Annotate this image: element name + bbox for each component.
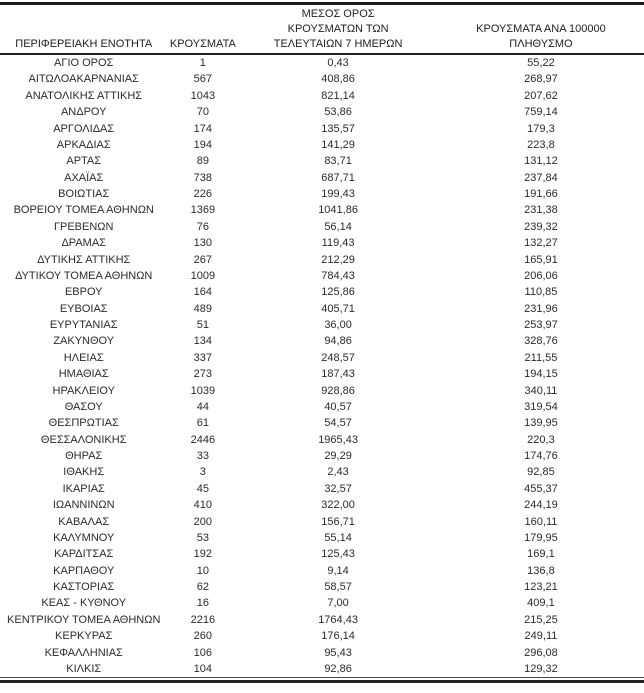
per100k-cell: 169,1 xyxy=(527,548,555,561)
table-row xyxy=(0,579,644,595)
region-cell: ΑΧΑΪΑΣ xyxy=(64,171,104,184)
table-row xyxy=(0,71,644,87)
avg7-cell: 2,43 xyxy=(327,466,349,479)
table-row xyxy=(0,284,644,300)
table-row xyxy=(0,383,644,399)
cases-cell: 134 xyxy=(193,335,213,348)
region-cell: ΕΒΡΟΥ xyxy=(64,286,103,299)
region-cell: ΔΡΑΜΑΣ xyxy=(61,237,106,250)
per100k-cell: 131,12 xyxy=(524,155,558,168)
per100k-cell: 759,14 xyxy=(524,106,558,119)
cases-cell: 1 xyxy=(199,57,206,69)
per100k-cell: 340,11 xyxy=(524,384,558,397)
region-cell: ΘΕΣΠΡΩΤΙΑΣ xyxy=(48,417,119,430)
table-row xyxy=(0,104,644,120)
table-row xyxy=(0,464,644,480)
cases-cell: 1009 xyxy=(190,269,216,282)
table-row xyxy=(0,54,644,71)
table-row xyxy=(0,645,644,661)
cases-cell: 1043 xyxy=(190,89,216,102)
table-row xyxy=(0,186,644,202)
cases-cell: 226 xyxy=(193,188,213,200)
cases-cell: 53 xyxy=(196,531,209,544)
table-row xyxy=(0,661,644,677)
cases-cell: 61 xyxy=(196,417,209,430)
region-cell: ΙΩΑΝΝΙΝΩΝ xyxy=(52,499,115,512)
cases-cell: 62 xyxy=(196,581,209,593)
cases-cell: 192 xyxy=(193,548,213,561)
header-line: ΜΕΣΟΣ ΟΡΟΣ xyxy=(301,8,375,20)
region-cell: ΓΡΕΒΕΝΩΝ xyxy=(53,220,114,233)
avg7-cell: 199,43 xyxy=(321,188,355,200)
avg7-cell: 94,86 xyxy=(324,335,352,348)
avg7-cell: 405,71 xyxy=(321,302,355,315)
regional-cases-table xyxy=(0,5,644,677)
region-cell: ΑΝΑΤΟΛΙΚΗΣ ΑΤΤΙΚΗΣ xyxy=(25,89,143,102)
table-row xyxy=(0,88,644,104)
table-row xyxy=(0,333,644,349)
table-row xyxy=(0,153,644,169)
region-cell: ΗΜΑΘΙΑΣ xyxy=(58,368,109,381)
avg7-cell: 784,43 xyxy=(321,269,355,282)
avg7-cell: 53,86 xyxy=(324,106,352,119)
cases-cell: 3 xyxy=(199,466,206,479)
table-row xyxy=(0,235,644,251)
cases-cell: 267 xyxy=(193,253,213,266)
cases-cell: 51 xyxy=(196,319,209,331)
avg7-cell: 125,43 xyxy=(321,548,355,561)
per100k-cell: 206,06 xyxy=(524,269,558,282)
per100k-cell: 174,76 xyxy=(524,450,558,462)
avg7-cell: 119,43 xyxy=(321,237,355,250)
cases-cell: 10 xyxy=(196,564,209,577)
region-cell: ΕΥΒΟΙΑΣ xyxy=(59,302,108,315)
table-row xyxy=(0,628,644,644)
table-bottom-border-thick xyxy=(0,680,644,683)
region-cell: ΚΑΡΔΙΤΣΑΣ xyxy=(54,548,114,561)
avg7-cell: 135,57 xyxy=(321,122,355,135)
avg7-cell: 7,00 xyxy=(327,597,349,610)
table-row xyxy=(0,530,644,546)
avg7-cell: 687,71 xyxy=(321,171,355,184)
per100k-cell: 244,19 xyxy=(524,499,558,512)
avg7-cell: 248,57 xyxy=(321,351,355,364)
table-row xyxy=(0,366,644,382)
table-header xyxy=(0,5,644,54)
region-cell: ΚΕΝΤΡΙΚΟΥ ΤΟΜΕΑ ΑΘΗΝΩΝ xyxy=(7,613,161,626)
header-line: ΠΛΗΘΥΣΜΟ xyxy=(509,38,573,50)
table-row xyxy=(0,350,644,366)
per100k-cell: 215,25 xyxy=(524,613,558,626)
cases-cell: 174 xyxy=(193,122,213,135)
region-cell: ΘΕΣΣΑΛΟΝΙΚΗΣ xyxy=(40,433,127,446)
per100k-cell: 55,22 xyxy=(527,57,555,69)
cases-cell: 104 xyxy=(193,662,213,675)
region-cell: ΑΙΤΩΛΟΑΚΑΡΝΑΝΙΑΣ xyxy=(28,73,139,86)
cases-cell: 45 xyxy=(196,482,209,495)
per100k-cell: 249,11 xyxy=(524,630,558,643)
avg7-cell: 125,86 xyxy=(321,286,355,299)
per100k-cell: 239,32 xyxy=(524,220,558,233)
avg7-cell: 187,43 xyxy=(321,368,355,381)
per100k-cell: 220,3 xyxy=(527,433,555,446)
cases-cell: 194 xyxy=(193,138,213,151)
table-row xyxy=(0,514,644,530)
col-header-region: ΠΕΡΙΦΕΡΕΙΑΚΗ ΕΝΟΤΗΤΑ xyxy=(0,5,167,54)
region-cell: ΚΙΛΚΙΣ xyxy=(66,662,102,675)
cases-cell: 410 xyxy=(193,499,213,512)
per100k-cell: 207,62 xyxy=(524,89,558,102)
per100k-cell: 268,97 xyxy=(524,73,558,86)
avg7-cell: 29,29 xyxy=(324,450,352,462)
avg7-cell: 95,43 xyxy=(324,646,352,659)
table-row xyxy=(0,497,644,513)
per100k-cell: 409,1 xyxy=(527,597,555,610)
table-row xyxy=(0,252,644,268)
col-header-avg-7-days xyxy=(238,5,438,54)
cases-cell: 200 xyxy=(193,515,213,528)
header-line: ΚΡΟΥΣΜΑΤΩΝ ΤΩΝ xyxy=(287,23,389,35)
header-row xyxy=(0,5,644,54)
avg7-cell: 928,86 xyxy=(321,384,355,397)
per100k-cell: 319,54 xyxy=(524,400,558,413)
per100k-cell: 132,27 xyxy=(524,237,558,250)
cases-cell: 260 xyxy=(193,630,213,643)
table-row xyxy=(0,137,644,153)
per100k-cell: 110,85 xyxy=(524,286,558,299)
header-line: ΚΡΟΥΣΜΑΤΑ ΑΝΑ 100000 xyxy=(476,23,606,35)
cases-cell: 738 xyxy=(193,171,213,184)
avg7-cell: 55,14 xyxy=(324,531,352,544)
col-header-per-100000 xyxy=(438,5,644,54)
region-cell: ΗΛΕΙΑΣ xyxy=(63,351,104,364)
per100k-cell: 253,97 xyxy=(524,319,558,331)
per100k-cell: 165,91 xyxy=(524,253,558,266)
cases-cell: 33 xyxy=(196,450,209,462)
region-cell: ΒΟΙΩΤΙΑΣ xyxy=(58,188,110,200)
cases-cell: 1039 xyxy=(190,384,216,397)
per100k-cell: 237,84 xyxy=(524,171,558,184)
per100k-cell: 455,37 xyxy=(524,482,558,495)
region-cell: ΔΥΤΙΚΟΥ ΤΟΜΕΑ ΑΘΗΝΩΝ xyxy=(15,269,153,282)
per100k-cell: 179,3 xyxy=(527,122,555,135)
per100k-cell: 129,32 xyxy=(524,662,558,675)
cases-cell: 2216 xyxy=(190,613,216,626)
table-row xyxy=(0,612,644,628)
cases-cell: 2446 xyxy=(190,433,216,446)
region-cell: ΑΡΤΑΣ xyxy=(66,155,102,168)
per100k-cell: 194,15 xyxy=(524,368,558,381)
per100k-cell: 123,21 xyxy=(524,581,558,593)
cases-cell: 1369 xyxy=(190,204,216,217)
table-row xyxy=(0,595,644,611)
cases-cell: 489 xyxy=(193,302,213,315)
region-cell: ΙΘΑΚΗΣ xyxy=(63,466,105,479)
avg7-cell: 0,43 xyxy=(327,57,349,69)
cases-cell: 76 xyxy=(196,220,209,233)
avg7-cell: 83,71 xyxy=(324,155,352,168)
table-body xyxy=(0,54,644,677)
region-cell: ΙΚΑΡΙΑΣ xyxy=(62,482,105,495)
region-cell: ΚΑΛΥΜΝΟΥ xyxy=(53,531,115,544)
avg7-cell: 156,71 xyxy=(321,515,355,528)
cases-cell: 337 xyxy=(193,351,213,364)
cases-cell: 164 xyxy=(193,286,213,299)
avg7-cell: 821,14 xyxy=(321,89,355,102)
per100k-cell: 211,55 xyxy=(524,351,558,364)
region-cell: ΚΕΦΑΛΛΗΝΙΑΣ xyxy=(44,646,123,659)
table-row xyxy=(0,399,644,415)
region-cell: ΚΕΑΣ - ΚΥΘΝΟΥ xyxy=(41,597,127,610)
per100k-cell: 296,08 xyxy=(524,646,558,659)
region-cell: ΕΥΡΥΤΑΝΙΑΣ xyxy=(49,319,118,331)
avg7-cell: 141,29 xyxy=(321,138,355,151)
avg7-cell: 176,14 xyxy=(321,630,355,643)
cases-cell: 70 xyxy=(196,106,209,119)
avg7-cell: 58,57 xyxy=(324,581,352,593)
region-cell: ΗΡΑΚΛΕΙΟΥ xyxy=(52,384,115,397)
cases-cell: 273 xyxy=(193,368,213,381)
per100k-cell: 160,11 xyxy=(524,515,558,528)
cases-cell: 44 xyxy=(196,400,209,413)
avg7-cell: 9,14 xyxy=(327,564,349,577)
avg7-cell: 36,00 xyxy=(324,319,352,331)
per100k-cell: 231,96 xyxy=(524,302,558,315)
table-row xyxy=(0,546,644,562)
cases-cell: 130 xyxy=(193,237,213,250)
table-row xyxy=(0,202,644,218)
table-row xyxy=(0,481,644,497)
avg7-cell: 212,29 xyxy=(321,253,355,266)
region-cell: ΒΟΡΕΙΟΥ ΤΟΜΕΑ ΑΘΗΝΩΝ xyxy=(13,204,154,217)
table-row xyxy=(0,563,644,579)
region-cell: ΔΥΤΙΚΗΣ ΑΤΤΙΚΗΣ xyxy=(37,253,131,266)
header-line: ΤΕΛΕΥΤΑΙΩΝ 7 ΗΜΕΡΩΝ xyxy=(273,38,403,50)
cases-cell: 16 xyxy=(196,597,209,610)
col-header-cases: ΚΡΟΥΣΜΑΤΑ xyxy=(167,5,238,54)
per100k-cell: 139,95 xyxy=(524,417,558,430)
cases-cell: 567 xyxy=(193,73,213,86)
region-cell: ΑΡΓΟΛΙΔΑΣ xyxy=(53,122,115,135)
avg7-cell: 92,86 xyxy=(324,662,352,675)
region-cell: ΚΑΡΠΑΘΟΥ xyxy=(53,564,115,577)
table-row xyxy=(0,432,644,448)
table-row xyxy=(0,268,644,284)
table-row xyxy=(0,121,644,137)
region-cell: ΘΗΡΑΣ xyxy=(65,450,103,462)
cases-cell: 106 xyxy=(193,646,213,659)
region-cell: ΘΑΣΟΥ xyxy=(64,400,103,413)
per100k-cell: 191,66 xyxy=(524,188,558,200)
avg7-cell: 40,57 xyxy=(324,400,352,413)
table-row xyxy=(0,301,644,317)
per100k-cell: 231,38 xyxy=(524,204,558,217)
avg7-cell: 1764,43 xyxy=(318,613,358,626)
avg7-cell: 32,57 xyxy=(324,482,352,495)
per100k-cell: 179,95 xyxy=(524,531,558,544)
region-cell: ΚΕΡΚΥΡΑΣ xyxy=(55,630,113,643)
cases-cell: 89 xyxy=(196,155,209,168)
region-cell: ΑΡΚΑΔΙΑΣ xyxy=(56,138,111,151)
per100k-cell: 223,8 xyxy=(527,138,555,151)
avg7-cell: 56,14 xyxy=(324,220,352,233)
avg7-cell: 1965,43 xyxy=(318,433,358,446)
per100k-cell: 328,76 xyxy=(524,335,558,348)
table-row xyxy=(0,448,644,464)
table-row xyxy=(0,170,644,186)
avg7-cell: 322,00 xyxy=(321,499,355,512)
region-cell: ΑΓΙΟ ΟΡΟΣ xyxy=(54,57,114,69)
per100k-cell: 136,8 xyxy=(527,564,555,577)
per100k-cell: 92,85 xyxy=(527,466,555,479)
avg7-cell: 54,57 xyxy=(324,417,352,430)
table-row xyxy=(0,415,644,431)
region-cell: ΑΝΔΡΟΥ xyxy=(60,106,107,119)
table-row xyxy=(0,219,644,235)
region-cell: ΖΑΚΥΝΘΟΥ xyxy=(53,335,115,348)
region-cell: ΚΑΒΑΛΑΣ xyxy=(58,515,110,528)
avg7-cell: 408,86 xyxy=(321,73,355,86)
region-cell: ΚΑΣΤΟΡΙΑΣ xyxy=(53,581,115,593)
avg7-cell: 1041,86 xyxy=(318,204,358,217)
table-row xyxy=(0,317,644,333)
